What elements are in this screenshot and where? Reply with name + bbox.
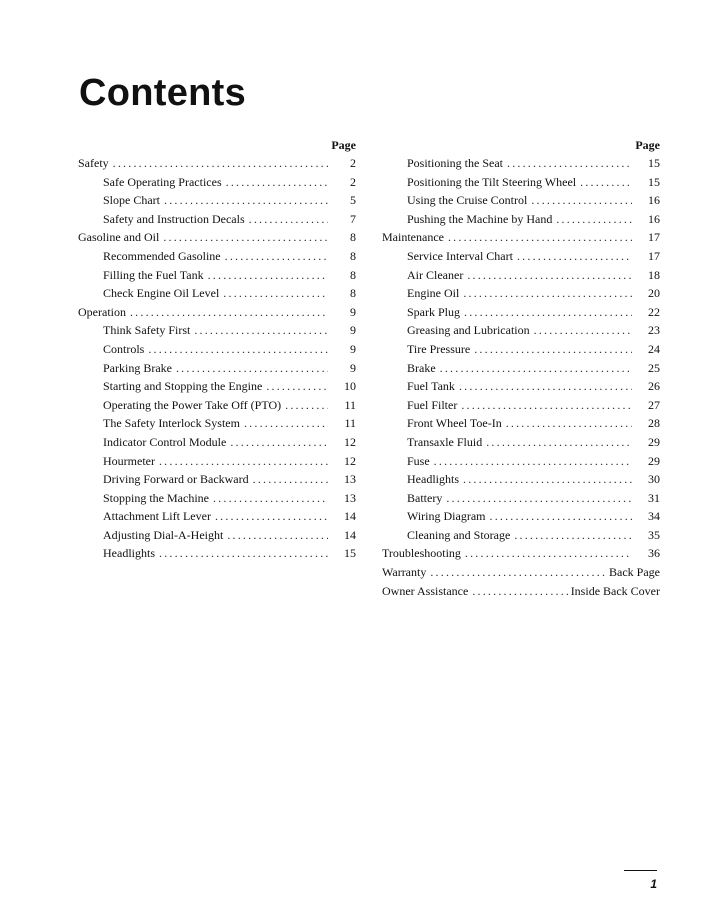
toc-entry-label: Recommended Gasoline (103, 248, 221, 263)
toc-entry-page: 8 (350, 230, 356, 245)
toc-entry (78, 489, 356, 508)
toc-entry-label: Troubleshooting (382, 546, 461, 561)
toc-entry-label: Fuse (407, 453, 430, 468)
toc-entry (382, 359, 660, 378)
toc-entry (382, 489, 660, 508)
toc-entry-page: 10 (344, 379, 356, 394)
toc-entry-page: 13 (344, 472, 356, 487)
toc-entry-page: 14 (344, 509, 356, 524)
toc-entry (78, 414, 356, 433)
toc-entry-page: 36 (648, 546, 660, 561)
dot-leader (215, 507, 328, 526)
dot-leader (463, 470, 632, 489)
toc-entry-label: Operating the Power Take Off (PTO) (103, 397, 282, 412)
toc-entry-page: 22 (648, 304, 660, 319)
toc-entry-label: Hourmeter (103, 453, 155, 468)
dot-leader (226, 173, 328, 192)
dot-leader (159, 452, 328, 471)
toc-entry-label: Service Interval Chart (407, 248, 513, 263)
toc-entry (382, 284, 660, 303)
dot-leader (463, 284, 632, 303)
dot-leader (164, 191, 328, 210)
toc-entry-page: 34 (648, 509, 660, 524)
toc-entry (78, 433, 356, 452)
toc-entry (78, 507, 356, 526)
dot-leader (285, 396, 328, 415)
toc-entry (78, 396, 356, 415)
dot-leader (223, 284, 328, 303)
toc-entry (78, 340, 356, 359)
toc-entry (382, 396, 660, 415)
toc-entry-page: 15 (648, 174, 660, 189)
toc-entry (382, 507, 660, 526)
toc-entry-page: 30 (648, 472, 660, 487)
toc-entry (382, 582, 660, 601)
dot-leader (225, 247, 328, 266)
toc-entry-label: Owner Assistance (382, 583, 469, 598)
toc-entry-page: 26 (648, 379, 660, 394)
toc-entry (78, 321, 356, 340)
toc-entry-page: 27 (648, 397, 660, 412)
dot-leader (534, 321, 632, 340)
dot-leader (490, 507, 633, 526)
toc-entry-page: 8 (350, 248, 356, 263)
toc-entry-page: 17 (648, 230, 660, 245)
toc-entry-label: Fuel Filter (407, 397, 458, 412)
toc-entry-label: Controls (103, 341, 145, 356)
dot-leader (434, 452, 632, 471)
toc-entry (382, 266, 660, 285)
dot-leader (194, 321, 328, 340)
toc-entry-label: Check Engine Oil Level (103, 286, 220, 301)
dot-leader (486, 433, 632, 452)
toc-entry-page: 29 (648, 453, 660, 468)
toc-entry (382, 228, 660, 247)
toc-entry-page: 12 (344, 434, 356, 449)
toc-right-list (382, 154, 660, 600)
page-title: Contents (79, 72, 247, 114)
toc-entry-page: 8 (350, 286, 356, 301)
toc-entry-label: Cleaning and Storage (407, 527, 511, 542)
toc-entry (382, 452, 660, 471)
toc-entry-label: Indicator Control Module (103, 434, 227, 449)
toc-entry-page: 18 (648, 267, 660, 282)
toc-entry-label: Think Safety First (103, 323, 191, 338)
toc-entry (382, 563, 660, 582)
toc-entry (382, 247, 660, 266)
toc-entry-page: 35 (648, 527, 660, 542)
dot-leader (506, 414, 632, 433)
toc-entry-page: 9 (350, 360, 356, 375)
toc-entry (78, 377, 356, 396)
toc-entry-label: Fuel Tank (407, 379, 455, 394)
dot-leader (514, 526, 632, 545)
page-number: 1 (650, 877, 657, 891)
toc-entry-label: Attachment Lift Lever (103, 509, 211, 524)
toc-entry-label: Parking Brake (103, 360, 172, 375)
toc-entry-label: Adjusting Dial-A-Height (103, 527, 224, 542)
toc-entry-label: Front Wheel Toe-In (407, 416, 502, 431)
dot-leader (459, 377, 632, 396)
toc-entry (382, 377, 660, 396)
toc-entry (382, 191, 660, 210)
toc-entry-label: The Safety Interlock System (103, 416, 240, 431)
toc-entry-label: Safety and Instruction Decals (103, 211, 245, 226)
dot-leader (244, 414, 328, 433)
dot-leader (461, 396, 632, 415)
toc-entry-label: Positioning the Tilt Steering Wheel (407, 174, 577, 189)
toc-entry (78, 266, 356, 285)
toc-entry (382, 470, 660, 489)
dot-leader (163, 228, 328, 247)
toc-entry-page: 9 (350, 341, 356, 356)
toc-entry-label: Air Cleaner (407, 267, 464, 282)
dot-leader (430, 563, 607, 582)
dot-leader (159, 544, 328, 563)
toc-entry (78, 247, 356, 266)
toc-entry (78, 470, 356, 489)
toc-entry-label: Safe Operating Practices (103, 174, 222, 189)
toc-entry-label: Spark Plug (407, 304, 461, 319)
toc-entry-label: Brake (407, 360, 436, 375)
toc-entry-page: 11 (344, 416, 356, 431)
toc-entry-page: 15 (344, 546, 356, 561)
toc-entry (382, 526, 660, 545)
toc-entry-label: Warranty (382, 565, 427, 580)
toc-entry-label: Headlights (103, 546, 155, 561)
toc-entry-page: 11 (344, 397, 356, 412)
dot-leader (266, 377, 328, 396)
dot-leader (130, 303, 328, 322)
toc-entry-page: 9 (350, 323, 356, 338)
toc-entry-page: 25 (648, 360, 660, 375)
toc-entry-page: 23 (648, 323, 660, 338)
toc-entry-label: Pushing the Machine by Hand (407, 211, 553, 226)
toc-entry (78, 526, 356, 545)
toc-entry-label: Tire Pressure (407, 341, 471, 356)
toc-entry (382, 414, 660, 433)
toc-entry-label: Positioning the Seat (407, 156, 503, 170)
dot-leader (464, 303, 632, 322)
toc-entry-page: 5 (350, 193, 356, 208)
dot-leader (465, 544, 632, 563)
page-column-header: Page (635, 138, 660, 152)
toc-entry-page: 15 (648, 156, 660, 170)
toc-entry (78, 210, 356, 229)
toc-entry (382, 544, 660, 563)
toc-entry-page: 9 (350, 304, 356, 319)
dot-leader (474, 340, 632, 359)
toc-entry-page: 2 (350, 174, 356, 189)
dot-leader (446, 489, 632, 508)
toc-entry (78, 173, 356, 192)
footer-rule (624, 870, 657, 871)
dot-leader (148, 340, 328, 359)
toc-entry (78, 228, 356, 247)
toc-entry-page: 17 (648, 248, 660, 263)
toc-entry (78, 303, 356, 322)
dot-leader (448, 228, 632, 247)
toc-entry-page: Inside Back Cover (570, 583, 660, 598)
toc-entry-page: 12 (344, 453, 356, 468)
toc-entry (382, 154, 660, 173)
toc-entry-page: Back Page (609, 565, 660, 580)
toc-entry-page: 16 (648, 211, 660, 226)
toc-entry (78, 544, 356, 563)
dot-leader (230, 433, 328, 452)
toc-entry (78, 284, 356, 303)
toc-entry-label: Engine Oil (407, 286, 460, 301)
toc-right-column (382, 137, 660, 600)
toc-entry (78, 191, 356, 210)
toc-entry-label: Greasing and Lubrication (407, 323, 530, 338)
toc-entry-page: 20 (648, 286, 660, 301)
toc-entry-page: 28 (648, 416, 660, 431)
toc-left-column (78, 137, 356, 563)
toc-entry (382, 210, 660, 229)
toc-entry-label: Wiring Diagram (407, 509, 486, 524)
toc-entry-label: Headlights (407, 472, 459, 487)
toc-entry-page: 14 (344, 527, 356, 542)
toc-entry (382, 321, 660, 340)
toc-entry-label: Maintenance (382, 230, 444, 245)
toc-entry (78, 452, 356, 471)
toc-entry-label: Driving Forward or Backward (103, 472, 249, 487)
dot-leader (556, 210, 632, 229)
toc-entry-page: 2 (350, 156, 356, 170)
toc-entry-page: 16 (648, 193, 660, 208)
toc-entry (382, 173, 660, 192)
toc-entry-label: Safety (78, 156, 109, 170)
toc-entry-label: Stopping the Machine (103, 490, 209, 505)
dot-leader (580, 173, 632, 192)
toc-entry-label: Using the Cruise Control (407, 193, 528, 208)
toc-entry-label: Operation (78, 304, 126, 319)
toc-entry-label: Starting and Stopping the Engine (103, 379, 263, 394)
dot-leader (113, 154, 328, 173)
toc-entry-page: 29 (648, 434, 660, 449)
toc-entry (382, 340, 660, 359)
toc-entry-page: 7 (350, 211, 356, 226)
toc-entry-label: Transaxle Fluid (407, 434, 483, 449)
toc-entry-page: 31 (648, 490, 660, 505)
toc-entry-label: Slope Chart (103, 193, 160, 208)
toc-entry (382, 303, 660, 322)
dot-leader (176, 359, 328, 378)
dot-leader (467, 266, 632, 285)
toc-entry-page: 8 (350, 267, 356, 282)
dot-leader (253, 470, 328, 489)
dot-leader (208, 266, 328, 285)
toc-entry-page: 24 (648, 341, 660, 356)
dot-leader (227, 526, 328, 545)
dot-leader (213, 489, 328, 508)
dot-leader (472, 582, 568, 601)
dot-leader (507, 154, 632, 173)
toc-entry (78, 154, 356, 173)
toc-entry-label: Gasoline and Oil (78, 230, 160, 245)
dot-leader (517, 247, 632, 266)
page-column-header: Page (331, 138, 356, 152)
toc-entry-page: 13 (344, 490, 356, 505)
toc-entry (78, 359, 356, 378)
toc-left-list (78, 154, 356, 563)
toc-entry-label: Battery (407, 490, 443, 505)
dot-leader (440, 359, 632, 378)
dot-leader (531, 191, 632, 210)
toc-entry-label: Filling the Fuel Tank (103, 267, 204, 282)
dot-leader (249, 210, 328, 229)
toc-entry (382, 433, 660, 452)
